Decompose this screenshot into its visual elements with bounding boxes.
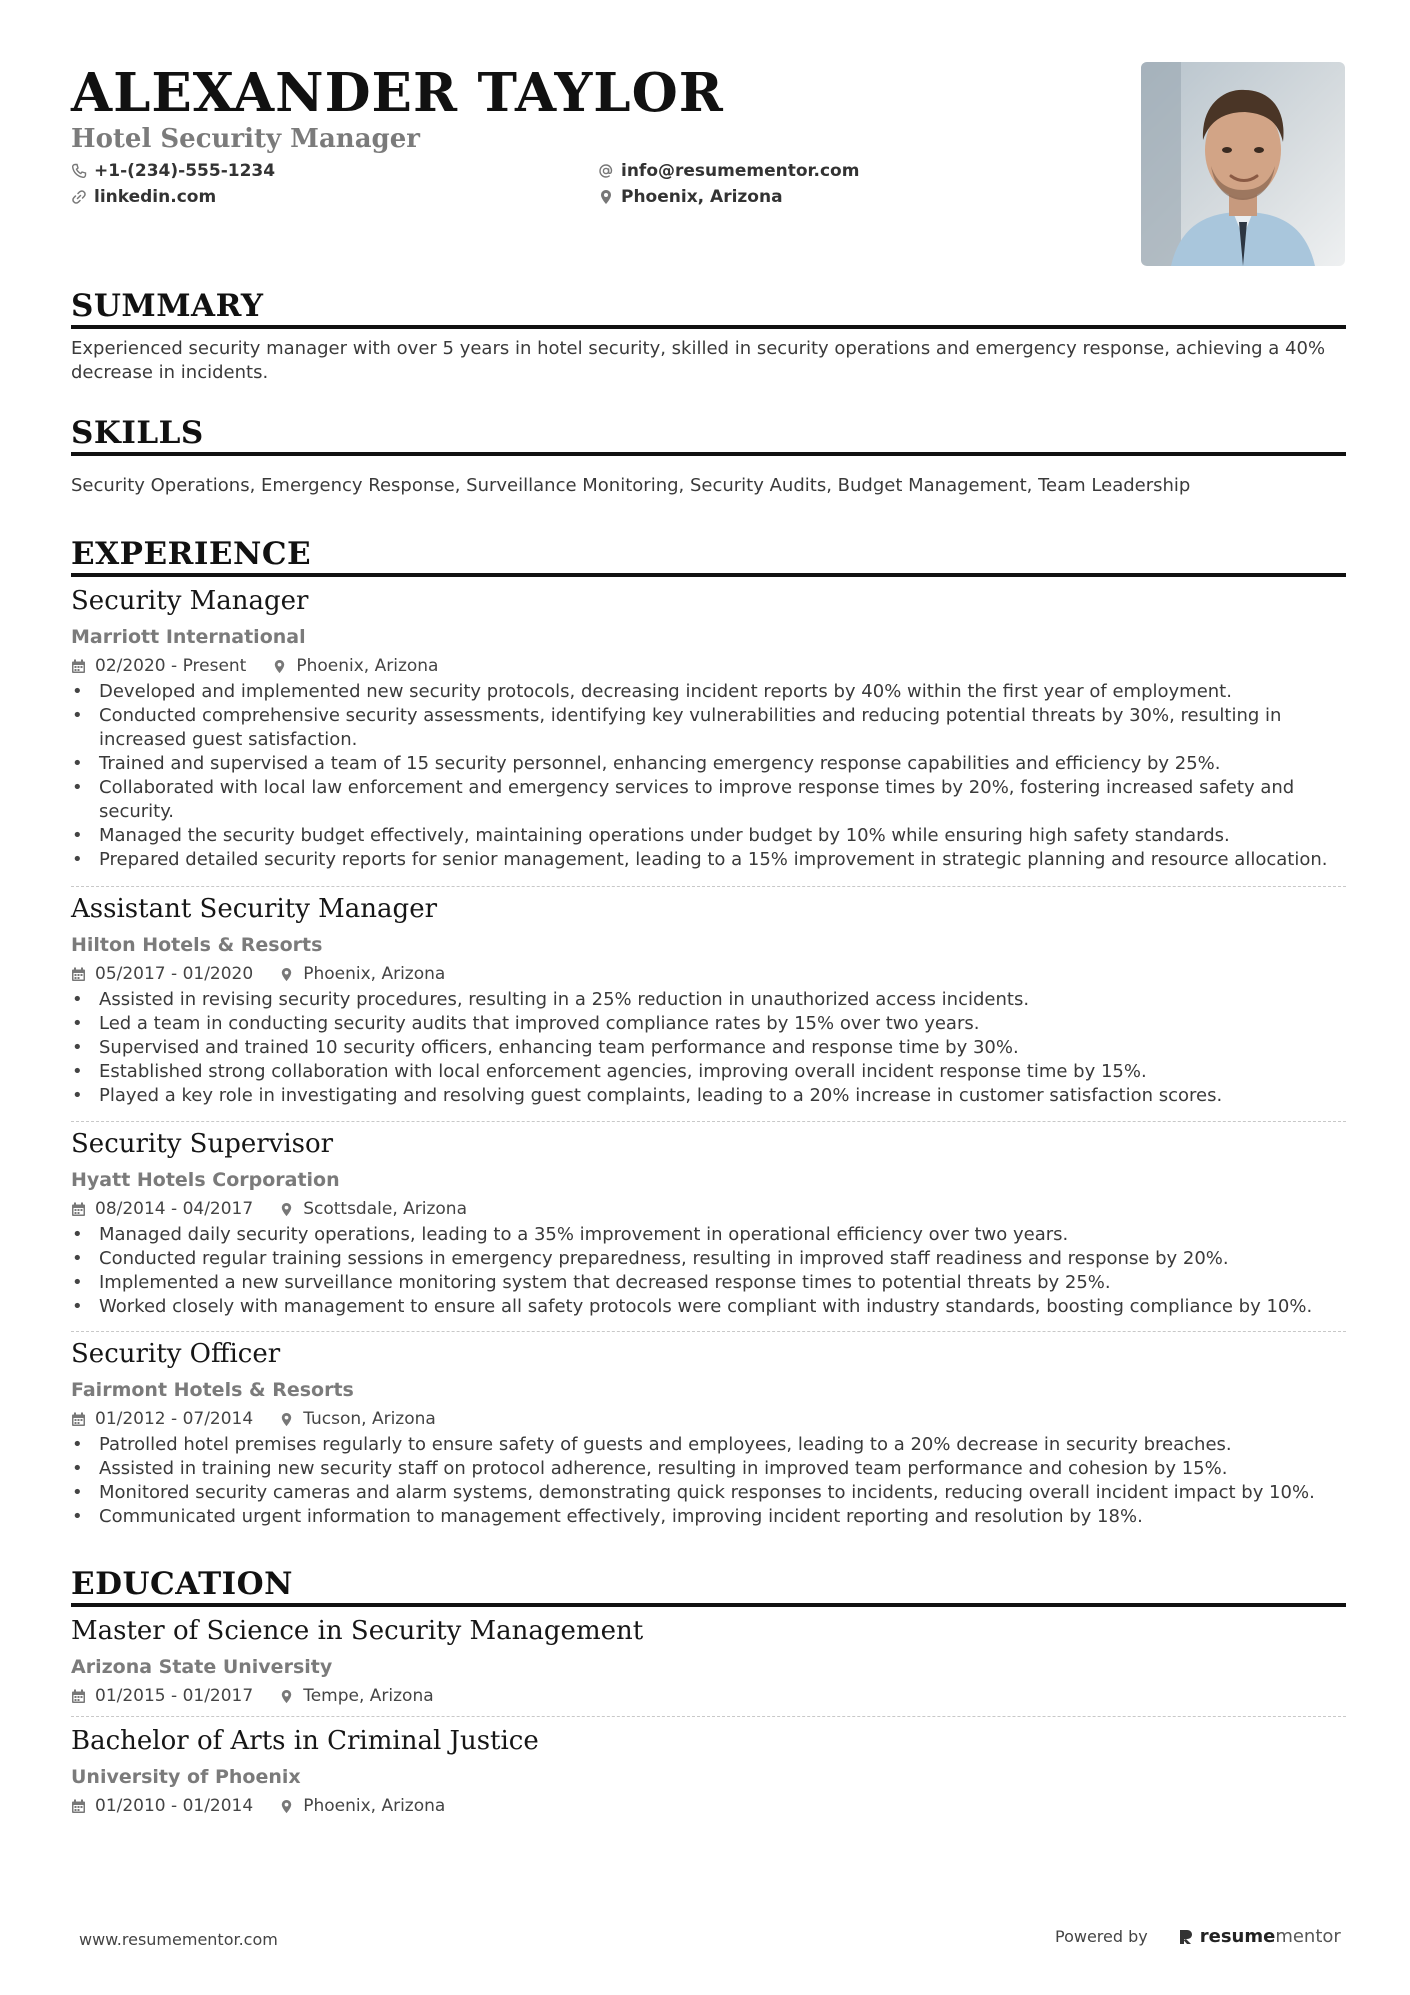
company-name: Hilton Hotels & Resorts [71, 934, 323, 956]
job-bullets [71, 1433, 1346, 1529]
map-pin-icon [279, 1689, 294, 1704]
education-dates: 01/2015 - 01/2017 [95, 1686, 254, 1706]
job-location: Phoenix, Arizona [303, 964, 446, 984]
brand-name-light: mentor [1275, 1926, 1341, 1947]
job-role: Security Officer [71, 1339, 281, 1369]
bullet-item: • Managed the security budget effectively, maintaining operations under budget by 10% while ensuring high safety standards. [71, 824, 1346, 848]
job-role: Assistant Security Manager [71, 894, 438, 924]
skills-text: Security Operations, Emergency Response, Surveillance Monitoring, Security Audits, Budget Management, Team Leadership [71, 475, 1191, 496]
bullet-item: • Trained and supervised a team of 15 security personnel, enhancing emergency response capabilities and efficiency by 25%. [71, 752, 1346, 776]
experience-heading: EXPERIENCE [71, 535, 1346, 577]
bullet-item: • Managed daily security operations, leading to a 35% improvement in operational efficiency over two years. [71, 1223, 1346, 1247]
job-title: Hotel Security Manager [71, 124, 420, 154]
bullet-item: • Assisted in training new security staff on protocol adherence, resulting in improved team performance and cohesion by 15%. [71, 1457, 1346, 1481]
bullet-item: • Played a key role in investigating and resolving guest complaints, leading to a 20% increase in customer satisfaction scores. [71, 1084, 1346, 1108]
bullet-item: • Collaborated with local law enforcement and emergency services to improve response times by 20%, fostering increased safety and security. [71, 776, 1346, 824]
experience-entry [71, 892, 1346, 1108]
location-text: Phoenix, Arizona [621, 187, 783, 207]
resumementor-logo-icon [1178, 1928, 1194, 1946]
entry-divider [71, 886, 1346, 887]
brand-logo[interactable] [1178, 1926, 1341, 1947]
entry-divider [71, 1331, 1346, 1332]
calendar-icon [71, 967, 86, 982]
education-location: Tempe, Arizona [303, 1686, 434, 1706]
company-name: Fairmont Hotels & Resorts [71, 1379, 354, 1401]
bullet-item: • Communicated urgent information to management effectively, improving incident reporting and resolution by 18%. [71, 1505, 1346, 1529]
education-location: Phoenix, Arizona [303, 1796, 446, 1816]
school-name: Arizona State University [71, 1656, 333, 1678]
footer-branding [1055, 1926, 1341, 1947]
bullet-item: • Worked closely with management to ensure all safety protocols were compliant with industry standards, boosting compliance by 10%. [71, 1295, 1346, 1319]
contact-linkedin[interactable] [71, 185, 216, 209]
bullet-item: • Assisted in revising security procedures, resulting in a 25% reduction in unauthorized access incidents. [71, 988, 1346, 1012]
job-bullets [71, 680, 1346, 872]
map-pin-icon [272, 659, 287, 674]
bullet-item: • Monitored security cameras and alarm systems, demonstrating quick responses to incidents, reducing overall incident impact by 10%. [71, 1481, 1346, 1505]
bullet-item: • Implemented a new surveillance monitoring system that decreased response times to potential threats by 25%. [71, 1271, 1346, 1295]
entry-divider [71, 1121, 1346, 1122]
bullet-item: • Conducted comprehensive security assessments, identifying key vulnerabilities and reducing potential threats by 30%, resulting in increased guest satisfaction. [71, 704, 1346, 752]
brand-name-bold: resume [1199, 1926, 1276, 1947]
calendar-icon [71, 1202, 86, 1217]
map-pin-icon [279, 1412, 294, 1427]
bullet-item: • Led a team in conducting security audits that improved compliance rates by 15% over two years. [71, 1012, 1346, 1036]
job-meta [71, 654, 1346, 678]
map-pin-icon [279, 967, 294, 982]
job-dates: 01/2012 - 07/2014 [95, 1409, 254, 1429]
linkedin-text[interactable]: linkedin.com [94, 187, 217, 207]
skills-heading: SKILLS [71, 414, 1346, 456]
job-location: Phoenix, Arizona [296, 656, 439, 676]
calendar-icon [71, 1412, 86, 1427]
education-entry [71, 1724, 1346, 1818]
at-icon [598, 163, 614, 179]
education-meta [71, 1684, 1346, 1708]
map-pin-icon [279, 1799, 294, 1814]
education-meta [71, 1794, 1346, 1818]
phone-icon [71, 163, 87, 179]
summary-text: Experienced security manager with over 5 years in hotel security, skilled in security operations and emergency response, achieving a 40% decrease in incidents. [71, 338, 1326, 383]
job-location: Scottsdale, Arizona [303, 1199, 467, 1219]
job-role: Security Supervisor [71, 1129, 334, 1159]
map-pin-icon [279, 1202, 294, 1217]
job-dates: 02/2020 - Present [95, 656, 247, 676]
bullet-item: • Supervised and trained 10 security officers, enhancing team performance and response time by 30%. [71, 1036, 1346, 1060]
job-location: Tucson, Arizona [303, 1409, 436, 1429]
contact-location [598, 185, 783, 209]
job-role: Security Manager [71, 586, 309, 616]
bullet-item: • Developed and implemented new security protocols, decreasing incident reports by 40% within the first year of employment. [71, 680, 1346, 704]
job-dates: 08/2014 - 04/2017 [95, 1199, 254, 1219]
degree-name: Bachelor of Arts in Criminal Justice [71, 1726, 539, 1756]
company-name: Hyatt Hotels Corporation [71, 1169, 340, 1191]
calendar-icon [71, 659, 86, 674]
calendar-icon [71, 1799, 86, 1814]
summary-heading: SUMMARY [71, 287, 1346, 329]
entry-divider [71, 1716, 1346, 1717]
contact-email[interactable] [598, 159, 859, 183]
job-meta [71, 1197, 1346, 1221]
email-text[interactable]: info@resumementor.com [621, 161, 860, 181]
bullet-item: • Conducted regular training sessions in emergency preparedness, resulting in improved staff readiness and response by 20%. [71, 1247, 1346, 1271]
footer-website[interactable]: www.resumementor.com [79, 1930, 278, 1949]
degree-name: Master of Science in Security Management [71, 1616, 644, 1646]
bullet-item: • Prepared detailed security reports for senior management, leading to a 15% improvement in strategic planning and resource allocation. [71, 848, 1346, 872]
experience-entry [71, 1127, 1346, 1319]
job-meta [71, 962, 1346, 986]
map-pin-icon [598, 189, 614, 205]
job-bullets [71, 1223, 1346, 1319]
company-name: Marriott International [71, 626, 306, 648]
job-bullets [71, 988, 1346, 1108]
education-heading: EDUCATION [71, 1565, 1346, 1607]
experience-entry [71, 584, 1346, 872]
calendar-icon [71, 1689, 86, 1704]
contact-phone [71, 159, 275, 183]
education-entry [71, 1614, 1346, 1708]
phone-text: +1-(234)-555-1234 [94, 161, 276, 181]
bullet-item: • Established strong collaboration with local enforcement agencies, improving overall incident response time by 15%. [71, 1060, 1346, 1084]
experience-entry [71, 1337, 1346, 1529]
link-icon [71, 189, 87, 205]
job-meta [71, 1407, 1346, 1431]
school-name: University of Phoenix [71, 1766, 301, 1788]
profile-photo [1141, 62, 1345, 266]
education-dates: 01/2010 - 01/2014 [95, 1796, 254, 1816]
job-dates: 05/2017 - 01/2020 [95, 964, 254, 984]
candidate-name: ALEXANDER TAYLOR [71, 62, 724, 124]
resume-header [71, 62, 1346, 272]
powered-by-label: Powered by [1055, 1927, 1148, 1946]
bullet-item: • Patrolled hotel premises regularly to ensure safety of guests and employees, leading to a 20% decrease in security breaches. [71, 1433, 1346, 1457]
